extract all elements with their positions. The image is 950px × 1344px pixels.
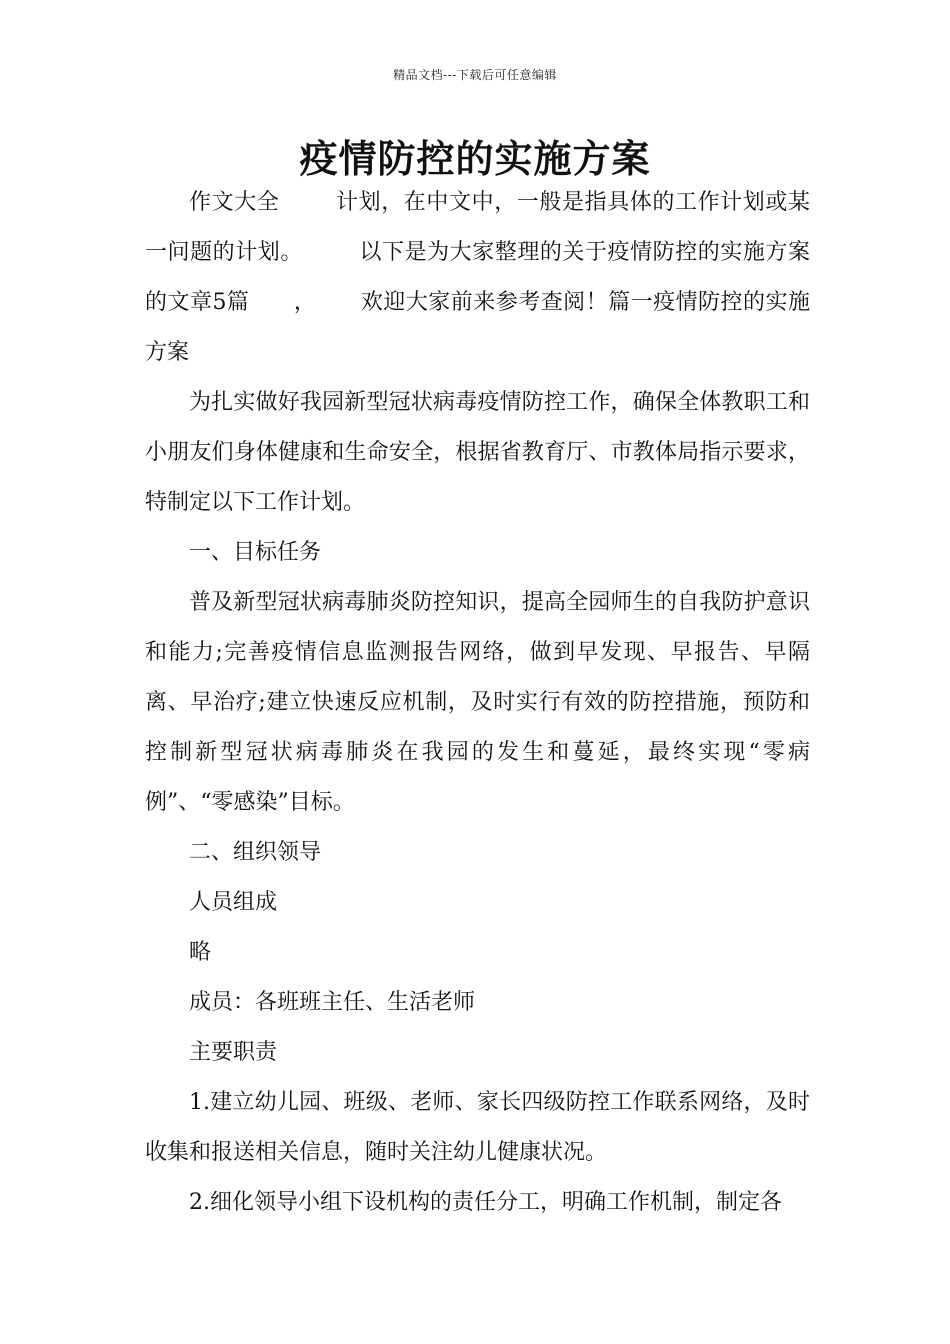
duty-item-1: 1.建立幼儿园、班级、老师、家长四级防控工作联系网络，及时收集和报送相关信息，随时关注幼儿健康状况。 bbox=[145, 1090, 810, 1165]
subheading-members: 人员组成 bbox=[189, 890, 278, 915]
paragraph-purpose: 为扎实做好我园新型冠状病毒疫情防控工作，确保全体教职工和小朋友们身体健康和生命安全，根据省教育厅、市教体局指示要求，特制定以下工作计划。 bbox=[145, 390, 810, 515]
paragraph-omitted: 略 bbox=[189, 940, 212, 965]
intro-paragraph bbox=[145, 178, 810, 378]
paragraph-members: 成员：各班班主任、生活老师 bbox=[189, 990, 476, 1015]
heading-organization: 二、组织领导 bbox=[189, 840, 322, 865]
heading-goals: 一、目标任务 bbox=[189, 540, 322, 565]
intro-invite: 欢迎大家前来参考查阅！篇一疫情防控的实施方案 bbox=[145, 290, 810, 365]
document-title: 疫情防控的实施方案 bbox=[299, 136, 651, 181]
paragraph-goals: 普及新型冠状病毒肺炎防控知识，提高全园师生的自我防护意识和能力;完善疫情信息监测报告网络，做到早发现、早报告、早隔离、早治疗;建立快速反应机制，及时实行有效的防控措施，预防和控制新型冠状病毒肺炎在我园的发生和蔓延，最终实现“零病例”、“零感染”目标。 bbox=[145, 590, 810, 815]
page-header: 精品文档---下载后可任意编辑 bbox=[393, 68, 557, 82]
document-body bbox=[145, 178, 810, 1228]
duty-item-2: 2.细化领导小组下设机构的责任分工，明确工作机制，制定各 bbox=[189, 1190, 782, 1215]
intro-summary: 以下是为大家整理的关于疫情防控的实施方案的文章5篇 bbox=[145, 240, 810, 315]
subheading-duties: 主要职责 bbox=[189, 1040, 278, 1065]
intro-definition: 计划，在中文中，一般是指具体的工作计划或某一问题的计划。 bbox=[145, 190, 810, 265]
intro-comma: ， bbox=[293, 290, 317, 315]
intro-source: 作文大全 bbox=[189, 190, 280, 215]
